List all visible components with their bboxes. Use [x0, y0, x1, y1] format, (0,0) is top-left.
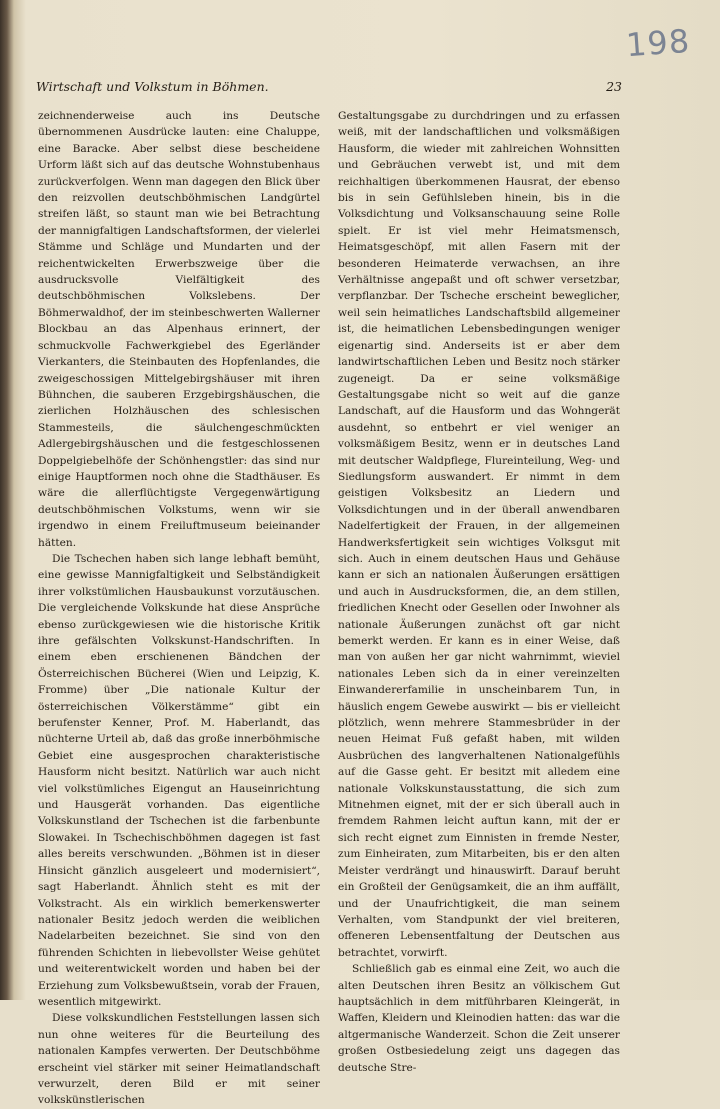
right-paragraph-2: Schließlich gab es einmal eine Zeit, wo auch die alten Deutschen ihren Besitz an völkischem Gut hauptsächlich in dem mitführbaren Kleingerät, in Waffen, Kleidern und Kleinodien hatten: das war die altgermanische Wanderzeit. Schon die Zeit unserer großen Ostbesiedelung zeigt uns dagegen das deutsche Stre- [338, 963, 620, 1074]
handwritten-archive-number: 198 [624, 21, 692, 65]
page-number: 23 [606, 79, 622, 94]
left-paragraph-2: Die Tschechen haben sich lange lebhaft bemüht, eine gewisse Mannigfaltigkeit und Selbständigkeit ihrer volkstümlichen Hausbaukunst vorzutäuschen. Die vergleichende Volkskunde hat diese Ansprüche ebenso zurückgewiesen wie die historische Kritik ihre gefälschten Volkskunst-Handschriften. In einem eben erschienenen Bändchen der Österreichischen Bücherei (Wien und Leipzig, K. Fromme) über „Die nationale Kultur der österreichischen Völkerstämme“ gibt ein berufenster Kenner, Prof. M. Haberlandt, das nüchterne Urteil ab, daß das große innerböhmische Gebiet eine ausgesprochen charakteristische Hausform nicht besitzt. Natürlich war auch nicht viel volkstümliches Eigengut an Hauseinrichtung und Hausgerät vorhanden. Das eigentliche Volkskunstland der Tschechen ist die farbenbunte Slowakei. In Tschechischböhmen dagegen ist fast alles bereits verschwunden. „Böhmen ist in dieser Hinsicht gänzlich ausgeleert und modernisiert“, sagt Haberlandt. Ähnlich steht es mit der Volkstracht. Als ein wirklich bemerkenswerter nationaler Besitz jedoch werden die weiblichen Nadelarbeiten bezeichnet. Sie sind von den führenden Schichten in liebevollster Weise gehütet und weiterentwickelt worden und haben bei der Erziehung zum Volksbewußtsein, vorab der Frauen, wesentlich mitgewirkt. [38, 552, 320, 1008]
running-head [36, 79, 622, 94]
left-paragraph-1: zeichnenderweise auch ins Deutsche übernommenen Ausdrücke lauten: eine Chaluppe, eine Baracke. Aber selbst diese bescheidene Urform läßt sich auf das deutsche Wohnstubenhaus zurückverfolgen. Wenn man dagegen den Blick über den reizvollen deutschböhmischen Landgürtel streifen läßt, so staunt man wie bei Betrachtung der mannigfaltigen Landschaftsformen, der vielerlei Stämme und Schläge und Mundarten und der reichentwickelten Erwerbszweige über die ausdrucksvolle Vielfältigkeit des deutschböhmischen Volkslebens. Der Böhmerwaldhof, der im steinbeschwerten Wallerner Blockbau an das Alpenhaus erinnert, der schmuckvolle Fachwerkgiebel des Egerländer Vierkanters, die Steinbauten des Hopfenlandes, die zweigeschossigen Mittelgebirgshäuser mit ihren Bühnchen, die sauberen Erzgebirgshäuschen, die zierlichen Holzhäuschen des schlesischen Stammesteils, die säulchengeschmückten Adlergebirgshäuschen und die festgeschlossenen Doppelgiebelhöfe der Schönhengstler: das sind nur einige Hauptformen noch ohne die Stadthäuser. Es wäre die allerflüchtigste Vergegenwärtigung deutschböhmischen Volkstums, wenn wir sie irgendwo in einem Freiluftmuseum beieinander hätten. [38, 110, 320, 549]
running-head-title: Wirtschaft und Volkstum in Böhmen. [36, 79, 269, 94]
right-column [338, 108, 620, 1076]
right-paragraph-1: Gestaltungsgabe zu durchdringen und zu erfassen weiß, mit der landschaftlichen und volksmäßigen Hausform, die wieder mit zahlreichen Wohnsitten und Gebräuchen verwebt ist, und mit dem reichhaltigen überkommenen Hausrat, der ebenso bis in sein Gefühlsleben hinein, bis in die Volksdichtung und Volksanschauung seine Rolle spielt. Er ist viel mehr Heimatsmensch, Heimatsgeschöpf, mit allen Fasern mit der besonderen Heimaterde verwachsen, an ihre Verhältnisse angepaßt und oft schwer versetzbar, verpflanzbar. Der Tscheche erscheint beweglicher, weil sein heimatliches Landschaftsbild allgemeiner ist, die heimatlichen Lebensbedingungen weniger eigenartig sind. Anderseits ist er aber dem landwirtschaftlichen Leben und Besitz noch stärker zugeneigt. Da er seine volksmäßige Gestaltungsgabe nicht so weit auf die ganze Landschaft, auf die Hausform und das Wohngerät ausdehnt, so entbehrt er viel weniger an volksmäßigem Besitz, wenn er in deutsches Land mit deutscher Waldpflege, Flureinteilung, Weg- und Siedlungsform auswandert. Er nimmt in dem geistigen Volksbesitz an Liedern und Volksdichtungen und in der überall anwendbaren Nadelfertigkeit der Frauen, in der allgemeinen Handwerksfertigkeit sein wichtiges Volksgut mit sich. Auch in einem deutschen Haus und Gehäuse kann er sich an nationalen Äußerungen ersättigen und auch in Ausdrucksformen, die, an dem stillen, friedlichen Knecht oder Gesellen oder Inwohner als nationale Äußerungen zunächst oft gar nicht bemerkt werden. Er kann es in einer Weise, daß man von außen her gar nicht wahrnimmt, wieviel nationales Leben sich da in einer vereinzelten Einwandererfamilie in unscheinbarem Tun, in häuslich engem Gewebe auswirkt — bis er vielleicht plötzlich, wenn mehrere Stammesbrüder in der neuen Heimat Fuß gefaßt haben, mit wilden Ausbrüchen des langverhaltenen Nationalgefühls auf die Gasse geht. Er besitzt mit alledem eine nationale Volkskunstausstattung, die sich zum Mitnehmen eignet, mit der er sich überall auch in fremdem Rahmen leicht auftun kann, mit der er sich recht eignet zum Einnisten in fremde Nester, zum Einheiraten, zum Mitarbeiten, bis er den alten Meister verdrängt und hinauswirft. Darauf beruht ein Großteil der Genügsamkeit, die an ihm auffällt, und der Unaufrichtigkeit, die man seinem Verhalten, vom Standpunkt der viel breiteren, offeneren Lebensentfaltung der Deutschen aus betrachtet, vorwirft. [338, 110, 620, 959]
left-paragraph-3: Diese volkskundlichen Feststellungen lassen sich nun ohne weiteres für die Beurteilung des nationalen Kampfes verwerten. Der Deutschböhme erscheint viel stärker mit seiner Heimatlandschaft verwurzelt, deren Bild er mit seiner volkskünstlerischen [38, 1012, 320, 1107]
left-column [38, 108, 320, 1109]
